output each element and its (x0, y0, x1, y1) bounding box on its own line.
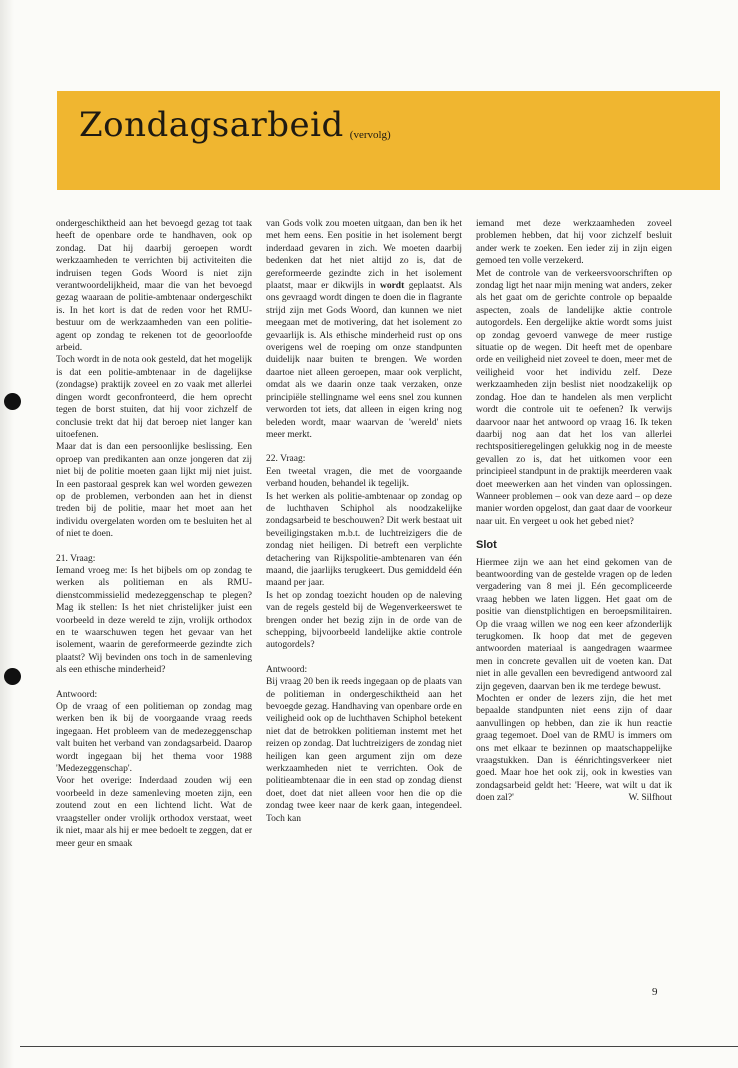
paragraph: Maar dat is dan een persoonlijke beslissing. Een oproep van predikanten aan onze jongeren dat zij niet bij de politie moeten gaan lijkt mij niet juist. In een pastoraal gesprek kan wel worden gewezen op de problemen, verbonden aan het in dienst treden bij de politie, maar het moet aan het individu overgelaten worden om te besluiten het al of niet te doen. (56, 442, 252, 540)
paragraph: Toch wordt in de nota ook gesteld, dat het mogelijk is dat een politie-ambtenaar in de dagelijkse (zondagse) praktijk zoveel en zo vaak met allerlei dingen wordt geconfronteerd, die hem oprecht tegen de borst stuiten, dat hij voor zichzelf de conclusie trekt dat hij dat beroep niet langer kan uitoefenen. (56, 355, 252, 440)
question-22-intro: Een tweetal vragen, die met de voorgaande verband houden, behandel ik tegelijk. (266, 466, 462, 490)
title-subtitle: (vervolg) (349, 129, 391, 141)
title-text: Zondagsarbeid (79, 105, 344, 145)
punch-hole-top (4, 393, 21, 410)
page-title (79, 105, 391, 145)
paragraph (266, 218, 462, 441)
text-column-1 (56, 218, 252, 1018)
text-run: Mochten er onder de lezers zijn, die het met bepaalde standpunten niet eens zijn of daar aanvullingen op hebben, dan zie ik hun reactie graag tegemoet. Doel van de RMU is immers om ons met elkaar te bezinnen op maatschappelijke vraagstukken. Dan is éénrichtingsverkeer niet goed. Maar hoe het ook zij, ook in kwesties van zondagsarbeid geldt het: 'Heere, wat wilt u dat ik doen zal?' (476, 694, 672, 804)
paragraph (476, 693, 672, 805)
answer-21-label: Antwoord: (56, 689, 98, 700)
text-run: geplaatst. Als ons gevraagd wordt dingen te doen die in flagrante strijd zijn met Gods Woord, dan kunnen we niet meegaan met de motivering, dat het isolement zo gevaarlijk is. Als ethische minderheid rust op ons overigens wel de roeping om onze standpunten duidelijk naar buiten te brengen. We worden daartoe niet alleen geroepen, maar ook verplicht, omdat als we daarin onze taak verzaken, onze principiële stellingname wel eens snel zou kunnen verworden tot iets, dat alleen in eigen kring nog beleden wordt, maar waarvan de 'wereld' niets meer merkt. (266, 281, 462, 440)
page-number: 9 (652, 986, 658, 998)
text-run: van Gods volk zou moeten uitgaan, dan ben ik het met hem eens. Een positie in het isolement bergt inderdaad gevaren in zich. We moeten daarbij bedenken dat het niet altijd zo is, dat de gereformeerde gezindte zich in het isolement plaatst, maar er dikwijls in (266, 219, 462, 292)
text-column-3 (476, 218, 672, 1018)
author-signature: W. Silfhout (628, 793, 672, 804)
paragraph: Met de controle van de verkeersvoorschriften op zondag ligt het naar mijn mening wat anders, zeker als het gaat om de gerichte controle op bepaalde aspecten, zoals de landelijke aktie controle autogordels. Een dergelijke aktie wordt soms juist op zondag gevoerd vanwege de meer rustige situatie op de wegen. Dit heeft met de openbare orde en veiligheid niet zoveel te doen, meer met de veiligheid voor het individu zelf. Deze werkzaamheden zijn beslist niet noodzakelijk op zondag. Hoe dan te handelen als men verplicht wordt die controle uit te oefenen? Ik verwijs daarvoor naar het antwoord op vraag 16. Ik teken daarbij nog aan dat het los van allerlei rechtspositieregelingen gelukkig nog in de meeste gevallen zo is, dat het uitkomen voor een principieel standpunt in de praktijk meerderen vaak doet meewerken aan het vinden van oplossingen. Wanneer problemen – ook van deze aard – op deze manier worden opgelost, dan gaat daar de voorkeur naar uit. En vergeet u ook het gebed niet? (476, 268, 672, 527)
question-21-text: Iemand vroeg me: Is het bijbels om op zondag te werken als politieman en als RMU-dienstcommissielid medezeggenschap te plegen? Mag ik stellen: Is het niet christelijker juist een voorbeeld in deze wereld te zijn, vrolijk orthodox en te waarschuwen tegen het gevaar van het isolement, waarin de gereformeerde gezindte zich plaatst? Wij bevinden ons toch in de samenleving als een ethische minderheid? (56, 565, 252, 676)
question-22-part-b: Is het op zondag toezicht houden op de naleving van de regels gesteld bij de Wegenverkeerswet te brengen onder het bezig zijn in de orde van de schepping, bijvoorbeeld landelijke aktie controle autogordels? (266, 590, 462, 651)
section-heading-slot: Slot (476, 539, 497, 552)
emphasis-wordt: wordt (379, 281, 405, 292)
question-21-label: 21. Vraag: (56, 553, 96, 564)
punch-hole-bottom (4, 668, 21, 685)
paragraph: ondergeschiktheid aan het bevoegd gezag tot taak heeft de openbare orde te handhaven, ook op zondag. Dat hij daarbij geroepen wordt werkzaamheden te verrichten bij activiteiten die indruisen tegen Gods Woord is niet zijn verantwoordelijkheid, maar die van het bevoegd gezag waaraan de politie-ambtenaar ondergeschikt is. In het kort is dat de reden voor het RMU-bestuur om de werkzaamheden van een politie-agent op zondag te rekenen tot de geoorloofde arbeid. (56, 219, 252, 354)
paragraph: iemand met deze werkzaamheden zoveel problemen hebben, dat hij voor zichzelf besluit ander werk te zoeken. Een ieder zij in zijn eigen gemoed ten volle verzekerd. (476, 219, 672, 267)
question-22-label: 22. Vraag: (266, 454, 306, 465)
answer-21-continued: Voor het overige: Inderdaad zouden wij een voorbeeld in deze samenleving moeten zijn, een zoutend zout en een lichtend licht. Wat de vraagsteller onder vrolijk orthodox verstaat, weet ik niet, maar als hij er mee bedoelt te zeggen, dat er meer geur en smaak (56, 776, 252, 849)
paragraph: Hiermee zijn we aan het eind gekomen van de beantwoording van de gestelde vragen op de leden vergadering van 8 mei jl. Eén gecompliceerde vraag hebben we laten liggen. Het gaat om de positie van dienstplichtigen en beroepsmilitairen. Op die vraag willen we nog een keer afzonderlijk terugkomen. Ik hoop dat met de gegeven antwoorden materiaal is aangedragen waarmee men in concrete gevallen uit de voeten kan. Dat niet in alle gevallen een bevredigend antwoord zal zijn gegeven, daarvan ben ik me terdege bewust. (476, 557, 672, 692)
bottom-rule (20, 1046, 738, 1047)
answer-22-text: Bij vraag 20 ben ik reeds ingegaan op de plaats van de politieman in ondergeschiktheid aan het bevoegde gezag. Handhaving van openbare orde en veiligheid ook op de luchthaven Schiphol betekent niet dat de betrokken politieman instemt met het reizen op zondag. Dat luchtreizigers de zondag niet heiligen kan geen argument zijn om deze werkzaamheden niet te verrichten. Ook de politieambtenaar die in een stad op zondag dienst doet, doet dat niet alleen voor hen die op die zondag twee keer naar de kerk gaan, integendeel. Toch kan (266, 677, 462, 824)
scan-edge (0, 0, 14, 1068)
title-banner (57, 91, 720, 190)
answer-21-text: Op de vraag of een politieman op zondag mag werken ben ik bij de voorgaande vraag reeds ingegaan. Het probleem van de medezeggenschap valt buiten het verband van zondagsarbeid. Daarop wordt ingegaan bij het thema voor 1988 'Medezeggenschap'. (56, 702, 252, 775)
answer-22-label: Antwoord: (266, 664, 308, 675)
text-column-2 (266, 218, 462, 1018)
question-22-part-a: Is het werken als politie-ambtenaar op zondag op de luchthaven Schiphol als noodzakelijke zondagsarbeid te beschouwen? Dit werk bestaat uit beveiligingstaken m.b.t. de luchtreizigers die de zondag niet heiligen. Di betreft een verplichte detachering van Rijkspolitie-ambtenaren van één maand, die jaarlijks terugkeert. Dus gemiddeld één maand per jaar. (266, 491, 462, 589)
